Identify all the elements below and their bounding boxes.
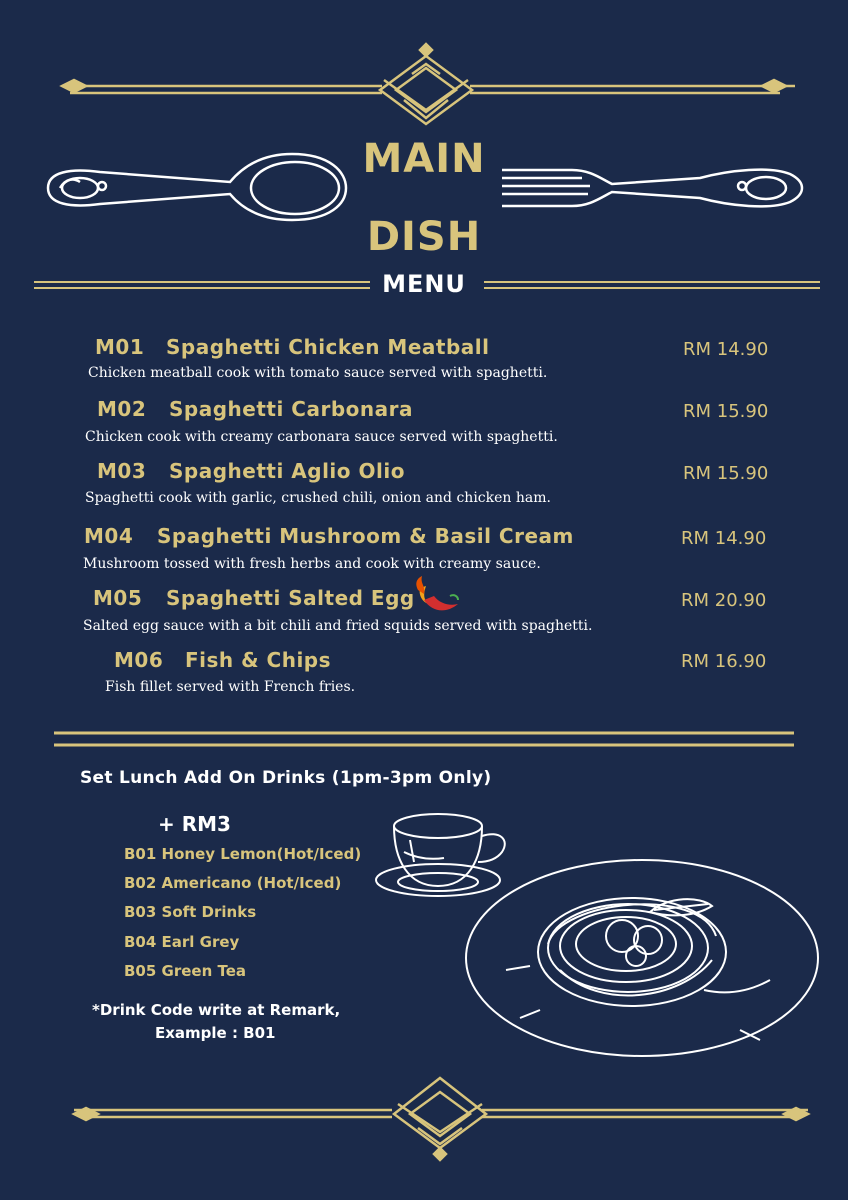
drink-item: B01 Honey Lemon(Hot/Iced) <box>124 845 362 863</box>
item-price: RM 20.90 <box>681 590 767 611</box>
drink-item: B04 Earl Grey <box>124 933 240 951</box>
drink-item: B03 Soft Drinks <box>124 903 257 921</box>
item-name: Spaghetti Salted Egg <box>166 586 415 610</box>
title-main: MAIN <box>362 136 486 182</box>
item-code: M01 <box>95 335 145 359</box>
item-price: RM 15.90 <box>683 463 769 484</box>
item-description: Mushroom tossed with fresh herbs and cook with creamy sauce. <box>83 556 541 572</box>
addon-price: + RM3 <box>158 812 231 836</box>
item-name: Spaghetti Chicken Meatball <box>166 335 490 359</box>
drink-item: B02 Americano (Hot/Iced) <box>124 874 342 892</box>
item-price: RM 15.90 <box>683 401 769 422</box>
item-code: M04 <box>84 524 134 548</box>
item-code: M05 <box>93 586 143 610</box>
drink-code-note: *Drink Code write at Remark, <box>92 1001 341 1019</box>
item-name: Spaghetti Carbonara <box>169 397 413 421</box>
pasta-plate-icon <box>466 860 818 1056</box>
tea-cup-icon <box>376 814 505 896</box>
chili-pepper-icon <box>416 576 458 610</box>
item-code: M02 <box>97 397 147 421</box>
item-description: Salted egg sauce with a bit chili and fried squids served with spaghetti. <box>83 618 593 634</box>
item-name: Fish & Chips <box>185 648 332 672</box>
section-divider <box>54 733 794 745</box>
drink-code-example: Example : B01 <box>155 1024 276 1042</box>
top-art-deco-ornament-icon <box>62 44 795 124</box>
item-price: RM 14.90 <box>681 528 767 549</box>
item-code: M06 <box>114 648 164 672</box>
addon-title: Set Lunch Add On Drinks (1pm-3pm Only) <box>80 768 492 788</box>
item-description: Chicken meatball cook with tomato sauce served with spaghetti. <box>88 365 548 381</box>
item-name: Spaghetti Mushroom & Basil Cream <box>157 524 574 548</box>
bottom-art-deco-ornament-icon <box>74 1078 808 1160</box>
title-menu: MENU <box>382 270 466 298</box>
item-description: Fish fillet served with French fries. <box>105 679 356 695</box>
item-price: RM 14.90 <box>683 339 769 360</box>
item-price: RM 16.90 <box>681 651 767 672</box>
item-code: M03 <box>97 459 147 483</box>
item-description: Spaghetti cook with garlic, crushed chili, onion and chicken ham. <box>85 490 551 506</box>
item-description: Chicken cook with creamy carbonara sauce served with spaghetti. <box>85 429 558 445</box>
item-name: Spaghetti Aglio Olio <box>169 459 405 483</box>
drink-item: B05 Green Tea <box>124 962 247 980</box>
title-dish: DISH <box>366 214 482 260</box>
